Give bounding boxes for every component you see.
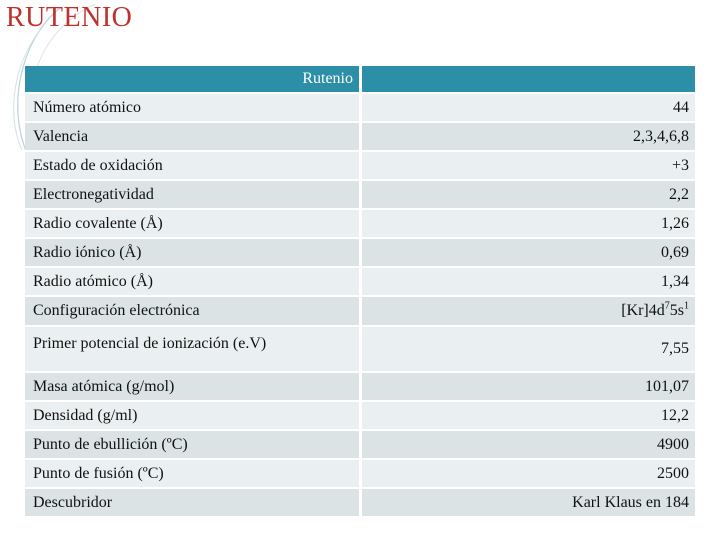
row-value: 4900 xyxy=(361,430,696,459)
row-label: Punto de ebullición (ºC) xyxy=(25,430,361,459)
row-value: 0,69 xyxy=(361,238,696,267)
table-row xyxy=(25,180,695,209)
row-label: Electronegatividad xyxy=(25,180,361,209)
table-row xyxy=(25,372,695,401)
table-row xyxy=(25,151,695,180)
row-value: 12,2 xyxy=(361,401,696,430)
row-value: 2,2 xyxy=(361,180,696,209)
table-row xyxy=(25,209,695,238)
row-value: +3 xyxy=(361,151,696,180)
table-header-element-name: Rutenio xyxy=(25,66,361,93)
table-row xyxy=(25,326,695,372)
row-label: Punto de fusión (ºC) xyxy=(25,459,361,488)
config-shell: 5s xyxy=(669,302,684,319)
config-sup-s: 1 xyxy=(684,300,689,312)
row-label: Valencia xyxy=(25,122,361,151)
row-value: Karl Klaus en 184 xyxy=(361,488,696,517)
row-label: Configuración electrónica xyxy=(25,296,361,326)
table-row xyxy=(25,122,695,151)
row-label: Radio iónico (Å) xyxy=(25,238,361,267)
row-label: Masa atómica (g/mol) xyxy=(25,372,361,401)
row-label: Primer potencial de ionización (e.V) xyxy=(25,326,361,372)
table-row xyxy=(25,238,695,267)
row-value: 101,07 xyxy=(361,372,696,401)
table-row xyxy=(25,488,695,517)
row-value: 7,55 xyxy=(361,326,696,372)
row-value: 2500 xyxy=(361,459,696,488)
table-row xyxy=(25,459,695,488)
row-label: Descubridor xyxy=(25,488,361,517)
table-row xyxy=(25,296,695,326)
row-value: 1,34 xyxy=(361,267,696,296)
slide-title: RUTENIO xyxy=(6,2,133,33)
element-properties-table xyxy=(25,66,695,518)
config-base: [Kr]4d xyxy=(621,302,665,319)
table-header-blank xyxy=(361,66,696,93)
row-label: Densidad (g/ml) xyxy=(25,401,361,430)
config-sup-d: 7 xyxy=(664,300,670,312)
table-row xyxy=(25,430,695,459)
row-value: 44 xyxy=(361,93,696,122)
table-row xyxy=(25,267,695,296)
row-value: 2,3,4,6,8 xyxy=(361,122,696,151)
table-row xyxy=(25,401,695,430)
row-label: Radio atómico (Å) xyxy=(25,267,361,296)
row-value: 1,26 xyxy=(361,209,696,238)
electron-configuration-value xyxy=(361,296,696,326)
row-label: Estado de oxidación xyxy=(25,151,361,180)
table-header-row xyxy=(25,66,695,93)
row-label: Número atómico xyxy=(25,93,361,122)
table-row xyxy=(25,93,695,122)
row-label: Radio covalente (Å) xyxy=(25,209,361,238)
